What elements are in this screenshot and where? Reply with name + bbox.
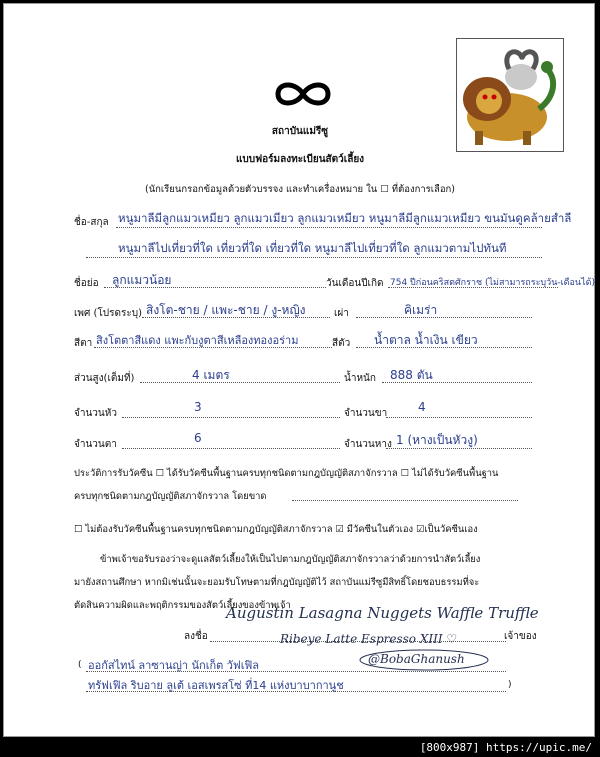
signature-line3: @BobaGhanush bbox=[368, 652, 465, 666]
owner-label: เจ้าของ bbox=[504, 631, 537, 642]
declaration-line3: ตัดสินความผิดและพฤติกรรมของสัตว์เลี้ยงของข้าพเจ้า bbox=[74, 600, 291, 611]
declaration-line1: ข้าพเจ้าขอรับรองว่าจะดูแลสัตว์เลี้ยงให้เป็นไปตามกฎบัญญัติสภาจักรวาลว่าด้วยการนำสัตว์เลี้ยง bbox=[100, 554, 481, 565]
signature-line1: Augustin Lasagna Nuggets Waffle Truffle bbox=[226, 604, 539, 622]
image-host-footer: [800x987] https://upic.me/ bbox=[419, 741, 592, 754]
breed-label: เผ่า bbox=[334, 308, 349, 319]
eye-color-value: สิงโตตาสีแดง แพะกับงูตาสีเหลืองทองอร่าม bbox=[96, 334, 299, 347]
institute-name: สถาบันแม่รีซู bbox=[271, 126, 329, 137]
form-instruction: (นักเรียนกรอกข้อมูลด้วยตัวบรรจง และทำเครื่องหมาย ใน ☐ ที่ต้องการเลือก) bbox=[144, 184, 456, 195]
fullname-value-line2: หนูมาลีไปเที่ยวที่ใด เที่ยวที่ใด เที่ยวที่ใด หนูมาลีไปเที่ยวที่ใด ลูกแมวตามไปทันที bbox=[118, 241, 507, 255]
eyes-label: จำนวนตา bbox=[74, 439, 117, 450]
heads-label: จำนวนหัว bbox=[74, 408, 117, 419]
legs-label: จำนวนขา bbox=[344, 408, 388, 419]
vaccine-line3: ☐ ไม่ต้องรับวัคซีนพื้นฐานครบทุกชนิดตามกฎบัญญัติสภาจักรวาล ☑ มีวัคซีนในตัวเอง ☑เป็นวัคซีนเอง bbox=[74, 524, 478, 535]
eyes-value: 6 bbox=[194, 431, 202, 445]
form-title: แบบฟอร์มลงทะเบียนสัตว์เลี้ยง bbox=[235, 154, 365, 165]
owner-name-line2: ทรัฟเฟิล ริบอาย ลูเต้ เอสเพรสโซ่ ที่14 แห่งบาบากานูช bbox=[88, 679, 344, 692]
body-color-label: สีตัว bbox=[332, 338, 351, 349]
infinity-logo-icon bbox=[272, 78, 334, 110]
body-color-value: น้ำตาล น้ำเงิน เขียว bbox=[374, 333, 478, 347]
signature-oval-icon bbox=[358, 648, 490, 672]
vaccine-line2: ครบทุกชนิดตามกฎบัญญัติสภาจักรวาล โดยขาด bbox=[74, 491, 267, 502]
vaccine-line1: ประวัติการรับวัคซีน ☐ ได้รับวัคซีนพื้นฐานครบทุกชนิดตามกฎบัญญัติสภาจักรวาล ☐ ไม่ได้รับวัคซีนพื้นฐาน bbox=[74, 468, 499, 479]
pet-photo bbox=[456, 38, 564, 152]
chimera-image-icon bbox=[457, 39, 563, 151]
nickname-label: ชื่อย่อ bbox=[74, 278, 99, 289]
weight-value: 888 ตัน bbox=[390, 368, 433, 382]
heads-value: 3 bbox=[194, 400, 202, 414]
fullname-label: ชื่อ-สกุล bbox=[74, 217, 109, 228]
legs-value: 4 bbox=[418, 400, 426, 414]
birth-value: 754 ปีก่อนคริสตศักราช (ไม่สามารถระบุวัน-เดือนได้) bbox=[390, 278, 595, 288]
signature-line2: Ribeye Latte Espresso XIII ♡ bbox=[280, 632, 458, 646]
owner-name-line1: ออกัสไทน์ ลาซานญ่า นักเก็ต วัฟเฟิล bbox=[88, 659, 260, 672]
weight-label: น้ำหนัก bbox=[344, 373, 376, 384]
height-value: 4 เมตร bbox=[192, 368, 230, 382]
tails-value: 1 (หางเป็นหัวงู) bbox=[396, 433, 478, 447]
breed-value: คิเมร่า bbox=[404, 303, 438, 317]
declaration-line2: มายังสถานศึกษา หากมิเช่นนั้นจะยอมรับโทษตามที่กฎบัญญัติไว้ สถาบันแม่รีซูมีสิทธิ์โดยชอบธรรมที่จะ bbox=[74, 577, 480, 588]
sex-value: สิงโต-ชาย / แพะ-ชาย / งู-หญิง bbox=[146, 303, 306, 317]
height-label: ส่วนสูง(เต็มที่) bbox=[74, 373, 135, 384]
birth-label: วันเดือนปีเกิด bbox=[326, 278, 384, 289]
eye-color-label: สีตา bbox=[74, 338, 93, 349]
registration-form: สถาบันแม่รีซู แบบฟอร์มลงทะเบียนสัตว์เลี้ยง (นักเรียนกรอกข้อมูลด้วยตัวบรรจง และทำเครื่องหมาย ใน ☐ ที่ต้องการเลือก) ชื่อ-สกุล หนูมาลีมีลูกแมวเหมียว ลูกแมวเมียว ลูกแมวเหมียว หนูมาลีมีลูกแมวเหมียว ขนมันดูคล้ายสำลี หนูมาลีไปเที่ยวที่ใด เที่ยวที่ใด เที่ยวที่ใด หนูมาลีไปเที่ยวที่ใด ลูกแมวตามไปทันที ชื่อย่อ ลูกแมวน้อย วันเดือนปีเกิด 754 ปีก่อนคริสตศักราช (ไม่สามารถระบุวัน-เดือนได้) เพศ (โปรดระบุ) สิงโต-ชาย / แพะ-ชาย / งู-หญิง เผ่า คิเมร่า สีตา สิงโตตาสีแดง แพะกับงูตาสีเหลืองทองอร่าม สีตัว น้ำตาล น้ำเงิน เขียว ส่วนสูง(เต็มที่) 4 เมตร น้ำหนัก 888 ตัน จำนวนหัว 3 จำนวนขา 4 จำนวนตา 6 จำนวนหาง 1 (หางเป็นหัวงู) ประวัติการรับวัคซีน ☐ ได้รับวัคซีนพื้นฐานครบทุกชนิดตามกฎบัญญัติสภาจักรวาล ☐ ไม่ได้รับวัคซีนพื้นฐาน ครบทุกชนิดตามกฎบัญญัติสภาจักรวาล โดยขาด ☐ ไม่ต้องรับวัคซีนพื้นฐานครบทุกชนิดตามกฎบัญญัติสภาจักรวาล ☑ มีวัคซีนในตัวเอง ☑เป็นวัคซีนเอง ข้าพเจ้าขอรับรองว่าจะดูแลสัตว์เลี้ยงให้เป็นไปตามกฎบัญญัติสภาจักรวาลว่าด้วยการนำสัตว์เลี้ยง มายังสถานศึกษา หากมิเช่นนั้นจะยอมรับโทษตามที่กฎบัญญัติไว้ สถาบันแม่รีซูมีสิทธิ์โดยชอบธรรมที่จะ ตัดสินความผิดและพฤติกรรมของสัตว์เลี้ยงของข้าพเจ้า ลงชื่อ Augustin Lasagna Nuggets Waffle Truffle Ribeye Latte Espresso XIII ♡ เจ้าของ @BobaGhanush ( ออกัสไทน์ ลาซานญ่า นักเก็ต วัฟเฟิล ทรัฟเฟิล ริบอาย ลูเต้ เอสเพรสโซ่ ที่14 แห่งบาบากานูช ) bbox=[3, 3, 595, 737]
tails-label: จำนวนหาง bbox=[344, 439, 392, 450]
fullname-value-line1: หนูมาลีมีลูกแมวเหมียว ลูกแมวเมียว ลูกแมวเหมียว หนูมาลีมีลูกแมวเหมียว ขนมันดูคล้ายสำลี bbox=[118, 211, 572, 225]
sex-label: เพศ (โปรดระบุ) bbox=[74, 308, 143, 319]
nickname-value: ลูกแมวน้อย bbox=[112, 273, 172, 287]
sign-label: ลงชื่อ bbox=[184, 631, 208, 642]
